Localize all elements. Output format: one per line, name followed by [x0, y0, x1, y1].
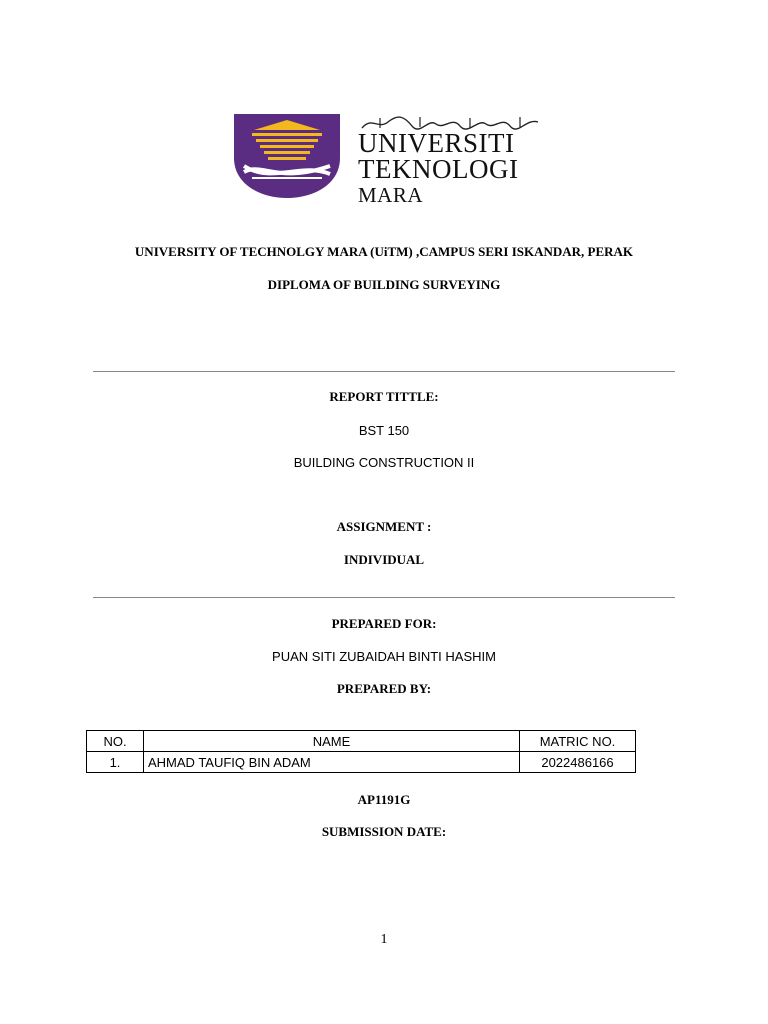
report-subject: BUILDING CONSTRUCTION II	[293, 455, 475, 470]
assignment-type: INDIVIDUAL	[343, 552, 425, 567]
header-name: NAME	[144, 731, 520, 752]
table-header-row	[87, 731, 636, 752]
cell-name: AHMAD TAUFIQ BIN ADAM	[144, 752, 520, 773]
institution-name: UNIVERSITY OF TECHNOLGY MARA (UiTM) ,CAMPUS SERI ISKANDAR, PERAK	[134, 244, 634, 259]
divider-bottom	[93, 597, 675, 598]
submission-date-label: SUBMISSION DATE:	[321, 824, 447, 839]
logo-line-2: TEKNOLOGI	[358, 154, 519, 184]
table-row	[87, 752, 636, 773]
students-table	[86, 730, 636, 773]
cell-matric: 2022486166	[520, 752, 636, 773]
prepared-by-label: PREPARED BY:	[336, 681, 432, 696]
divider-top	[93, 371, 675, 372]
program-name: DIPLOMA OF BUILDING SURVEYING	[267, 277, 501, 292]
logo-line-1: UNIVERSITI	[358, 128, 515, 158]
group-code: AP1191G	[357, 792, 411, 807]
prepared-for-label: PREPARED FOR:	[331, 616, 437, 631]
prepared-for-name: PUAN SITI ZUBAIDAH BINTI HASHIM	[272, 649, 496, 664]
report-title-label: REPORT TITTLE:	[329, 389, 439, 404]
header-no: NO.	[87, 731, 144, 752]
header-matric: MATRIC NO.	[520, 731, 636, 752]
cell-no: 1.	[87, 752, 144, 773]
report-code: BST 150	[358, 423, 410, 438]
assignment-label: ASSIGNMENT :	[336, 519, 432, 534]
logo-wordmark	[358, 130, 518, 208]
uitm-emblem-icon	[232, 112, 342, 200]
page-number: 1	[380, 932, 388, 947]
logo-line-3: MARA	[358, 183, 424, 207]
uitm-logo	[232, 112, 542, 207]
